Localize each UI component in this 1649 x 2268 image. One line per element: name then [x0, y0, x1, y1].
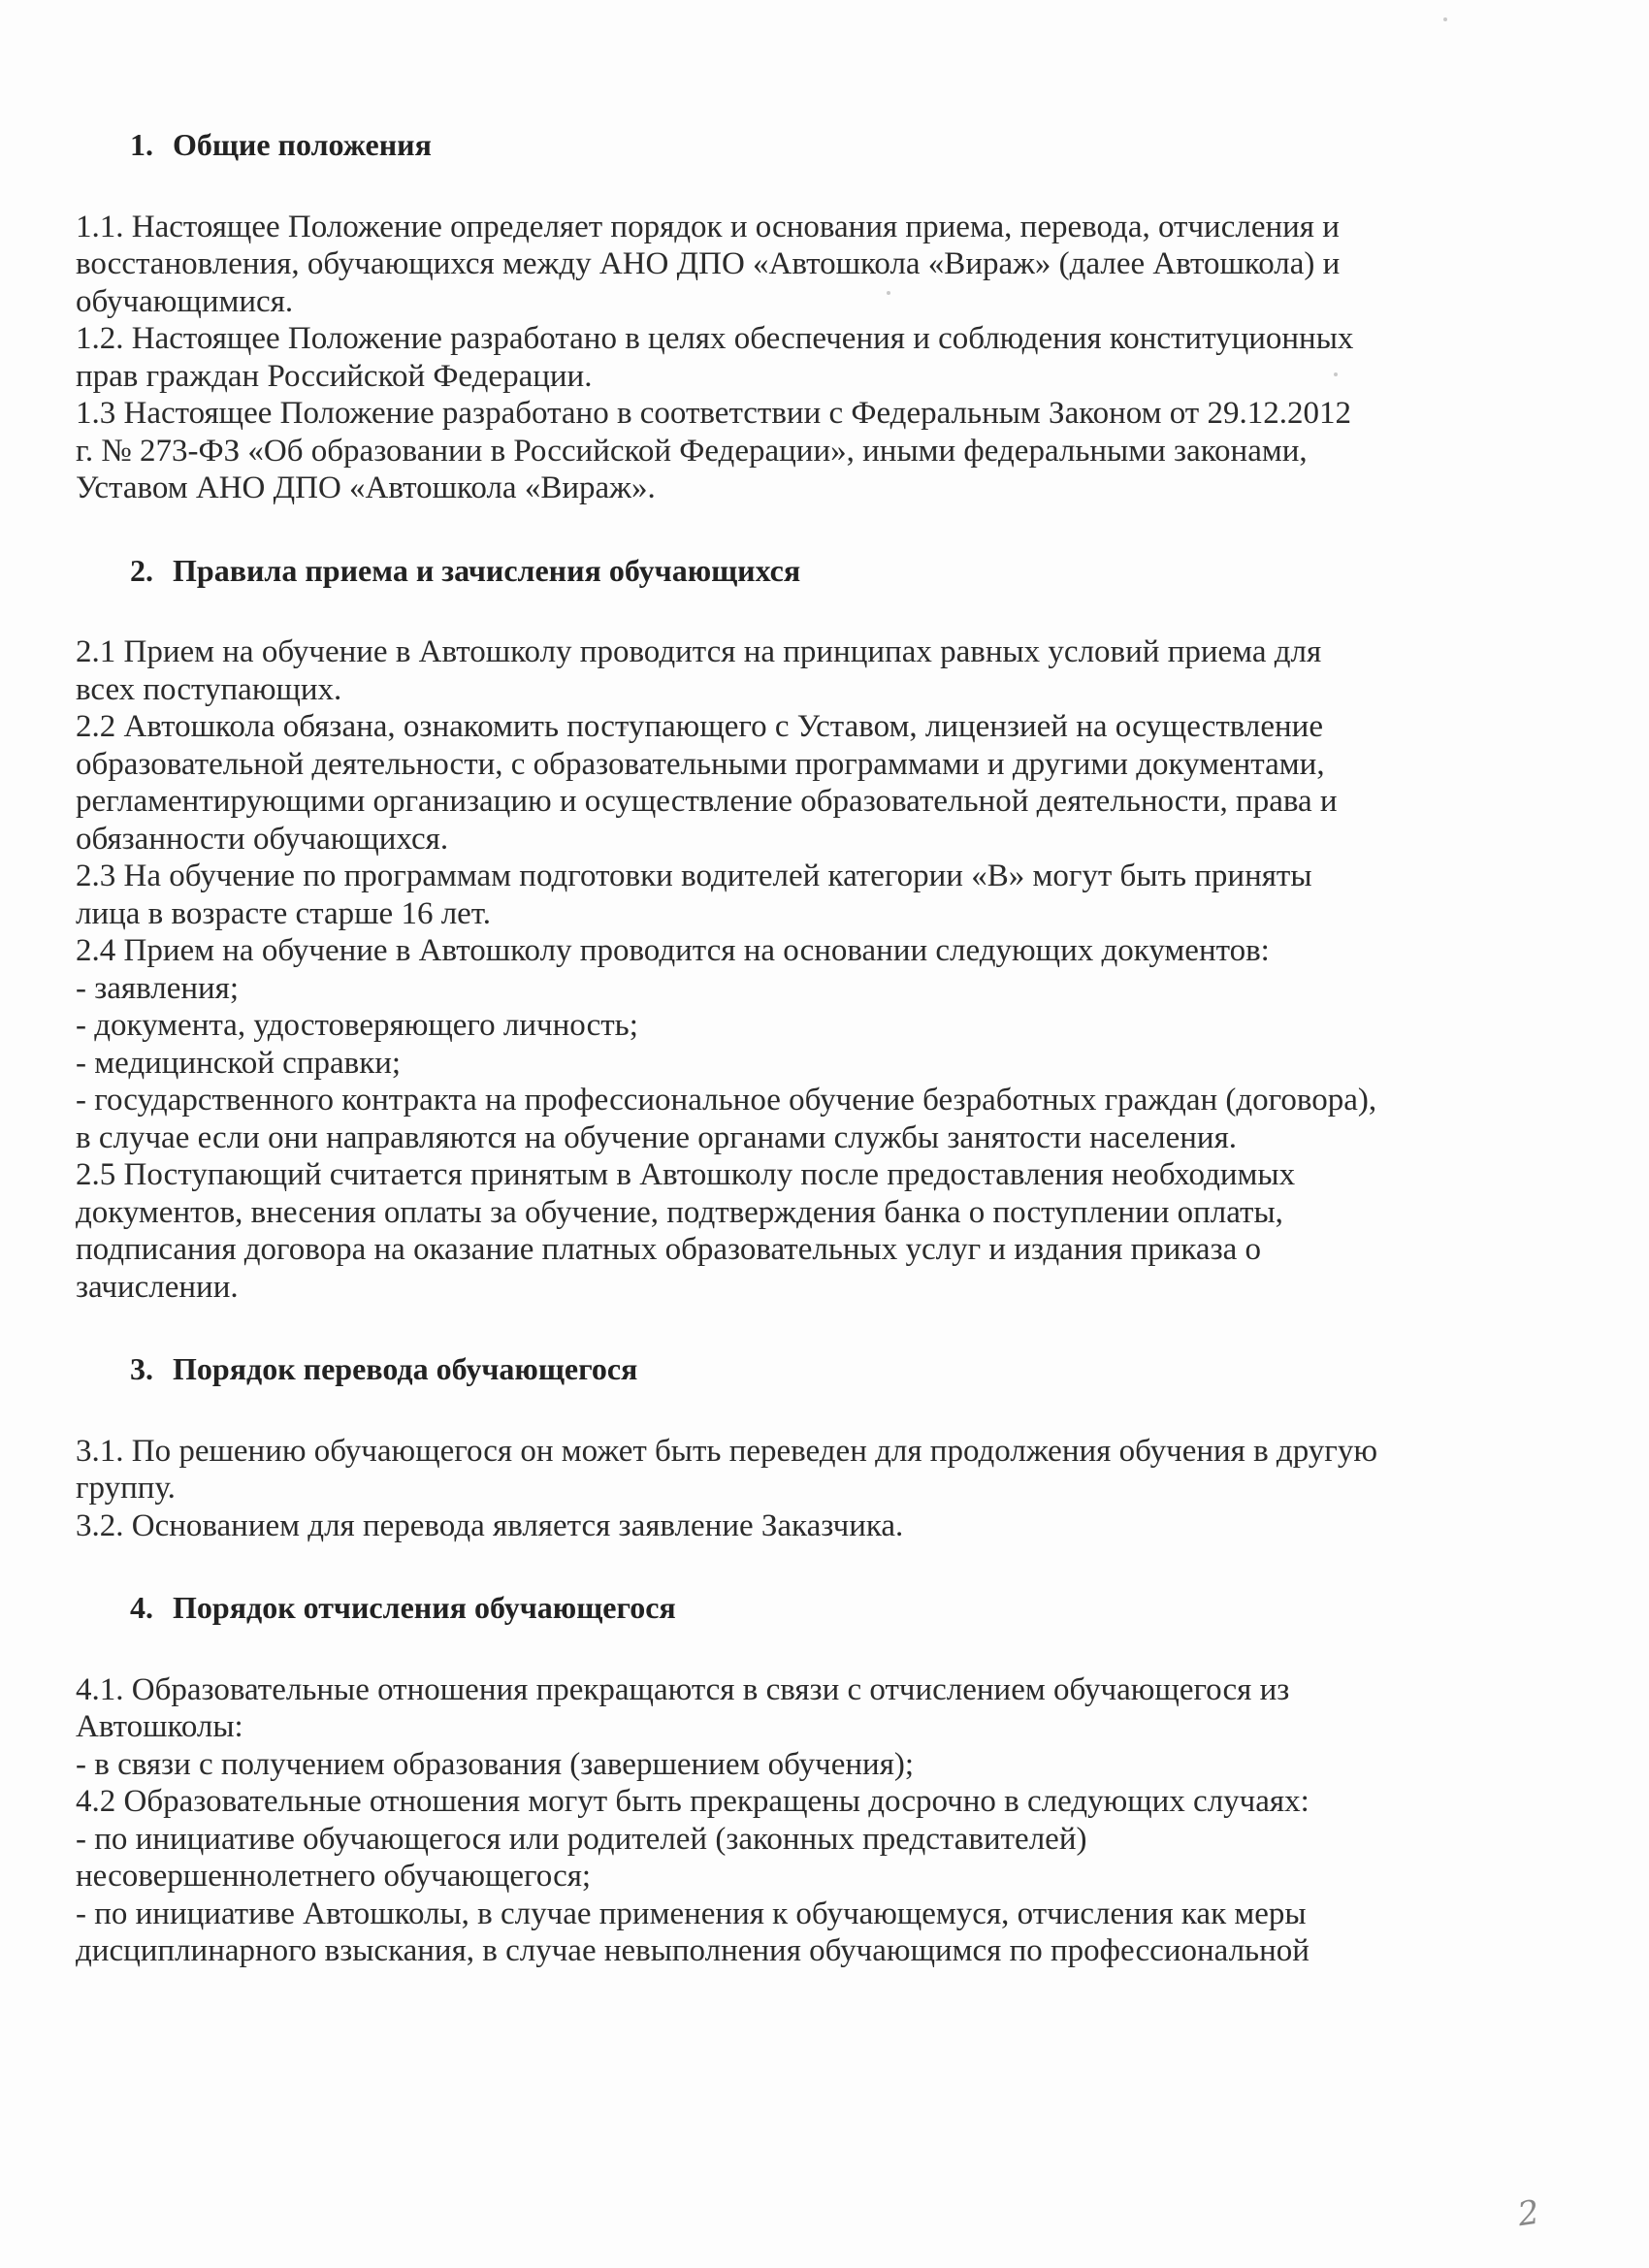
section-admission	[76, 552, 1511, 1307]
list-item: - заявления;	[76, 970, 240, 1006]
section-number: 2.	[130, 552, 153, 588]
section-heading	[130, 552, 1511, 590]
section-number: 4.	[130, 1590, 153, 1625]
section-heading	[130, 1350, 1511, 1388]
list-item: - государственного контракта на профессиональное обучение безработных граждан (договора), в случае если они направляются на обучение органами службы занятости населения.	[76, 1083, 1377, 1155]
section-general	[76, 126, 1511, 507]
paragraph: 2.3 На обучение по программам подготовки водителей категории «В» могут быть приняты лица в возрасте старше 16 лет.	[76, 859, 1312, 931]
section-transfer	[76, 1350, 1511, 1544]
section-title: Общие положения	[173, 127, 432, 162]
document-body	[76, 126, 1511, 1970]
list-item: - по инициативе обучающегося или родителей (законных представителей) несовершеннолетнего обучающегося;	[76, 1821, 1087, 1894]
paragraph: 1.2. Настоящее Положение разработано в целях обеспечения и соблюдения конституционных прав граждан Российской Федерации.	[76, 321, 1354, 394]
section-title: Правила приема и зачисления обучающихся	[173, 552, 801, 588]
paragraph: 3.2. Основанием для перевода является заявление Заказчика.	[76, 1507, 904, 1543]
section-heading	[130, 1589, 1511, 1627]
paragraph: 2.1 Прием на обучение в Автошколу проводится на принципах равных условий приема для всех поступающих.	[76, 634, 1322, 707]
list-item: - в связи с получением образования (завершением обучения);	[76, 1746, 915, 1782]
list-item: - по инициативе Автошколы, в случае применения к обучающемуся, отчисления как меры дисциплинарного взыскания, в случае невыполнения обучающимся по профессиональной	[76, 1895, 1310, 1968]
list-item: - медицинской справки;	[76, 1045, 402, 1081]
section-title: Порядок отчисления обучающегося	[173, 1590, 676, 1625]
paragraph: 2.4 Прием на обучение в Автошколу проводится на основании следующих документов:	[76, 933, 1270, 968]
paragraph: 2.5 Поступающий считается принятым в Автошколу после предоставления необходимых документов, внесения оплаты за обучение, подтверждения банка о поступлении оплаты, подписания договора на оказание платных образовательных услуг и издания приказа о зачислении.	[76, 1157, 1296, 1305]
paragraph: 4.1. Образовательные отношения прекращаются в связи с отчислением обучающегося из Автошколы:	[76, 1671, 1290, 1744]
paragraph: 3.1. По решению обучающегося он может быть переведен для продолжения обучения в другую группу.	[76, 1433, 1377, 1506]
section-heading	[130, 126, 1511, 164]
paragraph: 1.1. Настоящее Положение определяет порядок и основания приема, перевода, отчисления и восстановления, обучающихся между АНО ДПО «Автошкола «Вираж» (далее Автошкола) и обучающимися.	[76, 209, 1341, 319]
scan-speck	[1443, 17, 1447, 21]
section-number: 1.	[130, 127, 153, 162]
paragraph: 1.3 Настоящее Положение разработано в соответствии с Федеральным Законом от 29.12.2012 г. № 273-ФЗ «Об образовании в Российской Федерации», иными федеральными законами, Уставом АНО ДПО «Автошкола «Вираж».	[76, 396, 1351, 505]
paragraph: 4.2 Образовательные отношения могут быть прекращены досрочно в следующих случаях:	[76, 1784, 1310, 1819]
paragraph: 2.2 Автошкола обязана, ознакомить поступающего с Уставом, лицензией на осуществление образовательной деятельности, с образовательными программами и другими документами, регламентирующими организацию и осуществление образовательной деятельности, права и обязанности обучающихся.	[76, 709, 1338, 857]
list-item: - документа, удостоверяющего личность;	[76, 1008, 638, 1043]
handwritten-page-number: 2	[1515, 2192, 1542, 2235]
section-expulsion	[76, 1589, 1511, 1970]
section-number: 3.	[130, 1351, 153, 1386]
section-title: Порядок перевода обучающегося	[173, 1351, 638, 1386]
